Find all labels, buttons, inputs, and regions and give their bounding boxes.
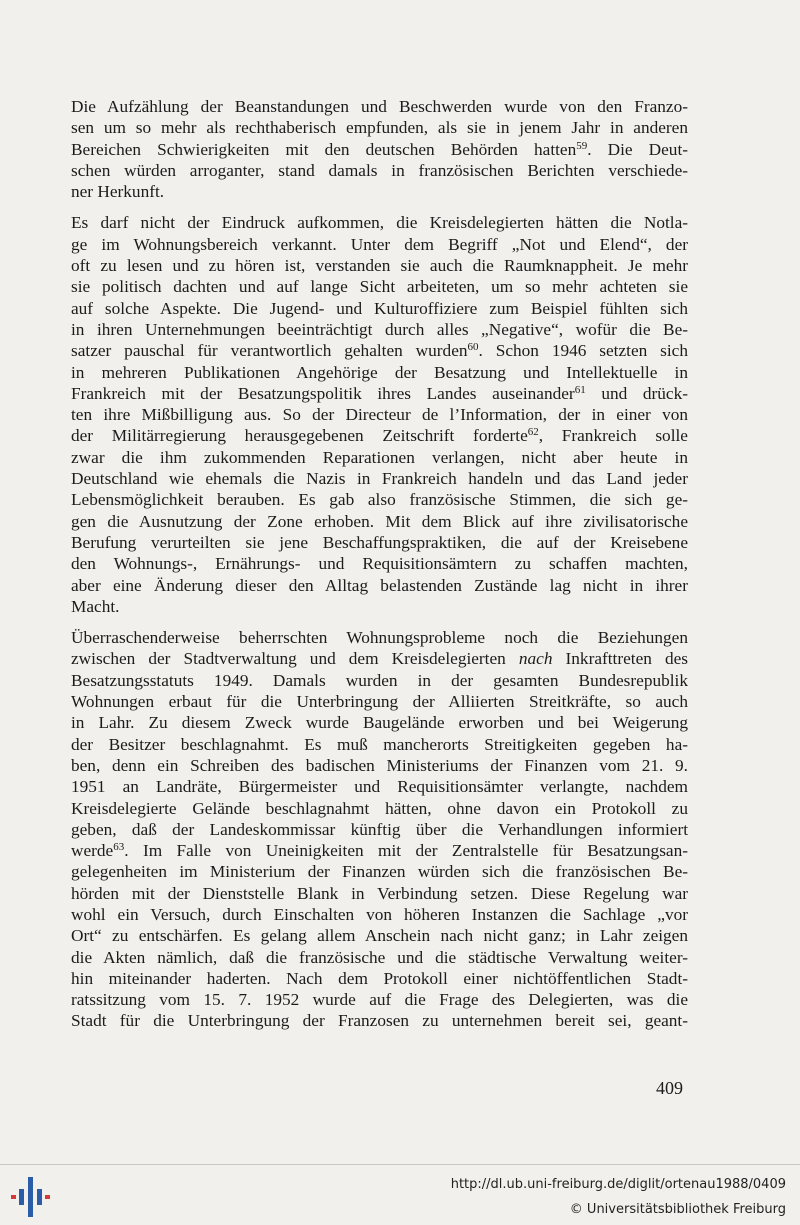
text-line: Frankreich mit der Besatzungspolitik ihres Landes auseinander$^{61}$ und drück- <box>71 383 688 403</box>
text-line: wohl ein Versuch, durch Einschalten von höheren Instanzen die Sachlage „vor <box>71 904 688 924</box>
text-line: Deutschland wie ehemals die Nazis in Frankreich handeln und das Land jeder <box>71 469 688 489</box>
text-line: ten ihre Mißbilligung aus. So der Directeur de l’Information, der in einer von <box>71 405 688 425</box>
text-line: Berufung verurteilten sie jene Beschaffungspraktiken, die auf der Kreisebene <box>71 532 688 552</box>
text-line: zwischen der Stadtverwaltung und dem Kreisdelegierten nach Inkrafttreten des <box>71 649 688 669</box>
text-line: Lebensmöglichkeit berauben. Es gab also französische Stimmen, die sich ge- <box>71 490 688 510</box>
footnote-ref: 62 <box>527 426 539 439</box>
text-line: werde$^{63}$. Im Falle von Uneinigkeiten mit der Zentralstelle für Besatzungsan- <box>71 841 688 861</box>
text-line: Ort“ zu entschärfen. Es gelang allem Anschein nach nicht ganz; in Lahr zeigen <box>71 926 688 946</box>
text-line: satzer pauschal für verantwortlich gehalten wurden$^{60}$. Schon 1946 setzten sich <box>71 341 688 361</box>
text-line: 1951 an Landräte, Bürgermeister und Requisitionsämter verlangte, nachdem <box>71 777 688 797</box>
text-line: Bereichen Schwierigkeiten mit den deutschen Behörden hatten$^{59}$. Die Deut- <box>71 139 689 159</box>
footnote-ref: 59 <box>576 139 588 152</box>
text-line: die Akten nämlich, daß die französische und die städtische Verwaltung weiter- <box>71 947 688 967</box>
text-line: gen die Ausnutzung der Zone erhoben. Mit dem Blick auf ihre zivilisatorische <box>71 511 688 531</box>
text-line: hin miteinander haderten. Nach dem Protokoll einer nichtöffentlichen Stadt- <box>71 968 688 988</box>
body-text <box>71 96 688 1032</box>
text-line: den Wohnungs-, Ernährungs- und Requisitionsämtern zu schaffen machten, <box>71 554 688 574</box>
text-line: zwar die ihm zukommenden Reparationen verlangen, nicht aber heute in <box>71 447 688 467</box>
text-line: ner Herkunft. <box>71 182 165 202</box>
footnote-ref: 61 <box>574 383 586 396</box>
text-line: auf solche Aspekte. Die Jugend- und Kulturoffiziere zum Beispiel fühlten sich <box>71 298 688 318</box>
text-line: Es darf nicht der Eindruck aufkommen, die Kreisdelegierten hätten die Notla- <box>71 213 688 233</box>
text-line: Besatzungsstatuts 1949. Damals wurden in der gesamten Bundesrepublik <box>71 670 688 690</box>
viewer-footer <box>0 1164 800 1225</box>
text-line: in mehreren Publikationen Angehörige der Besatzung und Intellektuelle in <box>71 362 688 382</box>
text-line: Kreisdelegierte Gelände beschlagnahmt hätten, ohne davon ein Protokoll zu <box>71 798 688 818</box>
text-line: Wohnungen erbaut für die Unterbringung der Alliierten Streitkräfte, so auch <box>71 692 688 712</box>
text-line: ratssitzung vom 15. 7. 1952 wurde auf die Frage des Delegierten, was die <box>71 990 688 1010</box>
text-line: in ihren Unternehmungen beeinträchtigt durch alles „Negative“, wofür die Be- <box>71 319 688 339</box>
text-line: oft zu lesen und zu hören ist, verstanden sie auch die Raumknappheit. Je mehr <box>71 256 688 276</box>
text-line: Macht. <box>71 596 120 616</box>
text-line: in Lahr. Zu diesem Zweck wurde Baugelände erworben und bei Weigerung <box>71 713 688 733</box>
text-line: Die Aufzählung der Beanstandungen und Beschwerden wurde von den Franzo- <box>71 97 688 116</box>
text-line: aber eine Änderung dieser den Alltag belastenden Zustände lag nicht in ihrer <box>71 575 688 595</box>
text-line: der Besitzer beschlagnahmt. Es muß mancherorts Streitigkeiten gegeben ha- <box>71 734 688 754</box>
page-number: 409 <box>656 1078 683 1098</box>
text-line: sie politisch dachten und auf lange Sicht arbeiteten, um so mehr achteten sie <box>71 277 688 297</box>
text-line: Stadt für die Unterbringung der Franzosen zu unternehmen bereit sei, geant- <box>71 1011 688 1031</box>
copyright-notice: © Universitätsbibliothek Freiburg <box>569 1202 786 1217</box>
text-line: hörden mit der Dienststelle Blank in Verbindung setzen. Diese Regelung war <box>71 883 688 903</box>
text-line: schen würden arroganter, stand damals in französischen Berichten verschiede- <box>71 160 688 180</box>
footnote-ref: 60 <box>467 341 479 354</box>
text-line: geben, daß der Landeskommissar künftig über die Verhandlungen informiert <box>71 819 688 839</box>
text-line: der Militärregierung herausgegebenen Zeitschrift forderte$^{62}$, Frankreich solle <box>71 426 688 446</box>
emphasis: nach <box>518 649 553 669</box>
text-line: Überraschenderweise beherrschten Wohnungsprobleme noch die Beziehungen <box>71 628 688 648</box>
text-line: ben, denn ein Schreiben des badischen Ministeriums der Finanzen vom 21. 9. <box>71 755 688 775</box>
footnote-ref: 63 <box>113 841 125 854</box>
permalink-url[interactable]: http://dl.ub.uni-freiburg.de/diglit/ortenau1988/0409 <box>450 1177 786 1192</box>
library-logo-icon <box>10 1175 52 1219</box>
text-line: ge im Wohnungsbereich verkannt. Unter dem Begriff „Not und Elend“, der <box>71 234 688 254</box>
text-line: sen um so mehr als rechthaberisch empfunden, als sie in jenem Jahr in anderen <box>71 118 688 138</box>
text-line: gelegenheiten im Ministerium der Finanzen würden sich die französischen Be- <box>71 862 688 882</box>
